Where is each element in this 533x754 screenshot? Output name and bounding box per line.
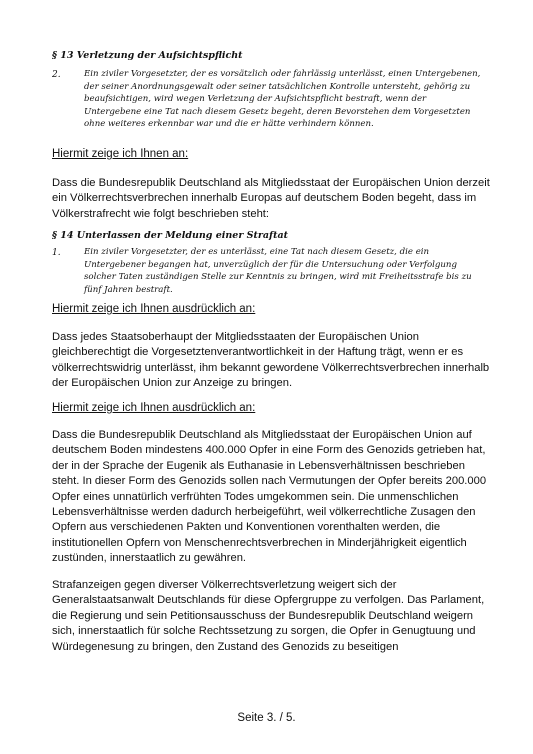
notice-3-text: Dass die Bundesrepublik Deutschland als Mitgliedsstaat der Europäischen Union auf deutschem Boden mindestens 400.000 Opfer in eine Form des Genozids getrieben hat, der in der Sprache der Eugenik als Euthanasie in Lebensverhältnissen beschrieben steht. In dieser Form des Genozids sollen nach Vermutungen der Opfer bereits 200.000 Opfer eines unnatürlich verfrühten Todes umgekommen sein. Die unmenschlichen Lebensverhältnisse werden dadurch herbeigeführt, weil völkerrechtliche Zusagen den Opfern aus verschiedenen Pakten und Konventionen vorenthalten werden, die institutionellen Opfern von Menschenrechtsverbrechen in Minderjährigkeit eigentlich zustünden, innerstaatlich zu gewähren. bbox=[52, 429, 487, 565]
section-14-number: 1. bbox=[52, 248, 61, 258]
section-14-heading: § 14 Unterlassen der Meldung einer Straftat bbox=[52, 230, 289, 241]
notice-3-text-2: Strafanzeigen gegen diverser Völkerrechtsverletzung weigert sich der Generalstaatsanwalt Deutschlands für diese Opfergruppe zu verfolgen. Das Parlament, die Regierung und sein Petitionsausschuss der Bundesrepublik Deutschland weigern sich, innerstaatlich für solche Rechtssetzung zu sorgen, die Opfer in Genugtuung und Würdegenesung zu bringen, den Zustand des Genozids zu beseitigen bbox=[52, 579, 485, 653]
section-14-text: Ein ziviler Vorgesetzter, der es unterlässt, eine Tat nach diesem Gesetz, die ein Untergebener begangen hat, unverzüglich der für die Untersuchung oder Verfolgung solcher Taten zuständigen Stelle zur Kenntnis zu bringen, wird mit Freiheitsstrafe bis zu fünf Jahren bestraft. bbox=[84, 247, 472, 295]
page-number: Seite 3. / 5. bbox=[237, 712, 296, 724]
notice-3-heading: Hiermit zeige ich Ihnen ausdrücklich an: bbox=[52, 402, 256, 414]
section-13-text: Ein ziviler Vorgesetzter, der es vorsätzlich oder fahrlässig unterlässt, einen Untergebenen, der seiner Anordnungsgewalt oder seiner tatsächlichen Kontrolle untersteht, gehörig zu beaufsichtigen, wird wegen Verletzung der Aufsichtspflicht bestraft, wenn der Untergebene eine Tat nach diesem Gesetz begeht, deren Bevorstehen dem Vorgesetzten ohne weiteres erkennbar war und die er hätte verhindern können. bbox=[84, 69, 481, 130]
section-13-number: 2. bbox=[52, 70, 61, 80]
notice-2-text: Dass jedes Staatsoberhaupt der Mitgliedsstaaten der Europäischen Union gleichberechtigt die Vorgesetztenverantwortlichkeit in der Haftung trägt, wenn er es völkerrechtswidrig unterlässt, ihm bekannt gewordene Völkerrechtsverbrechen innerhalb der Europäischen Union zur Anzeige zu bringen. bbox=[52, 331, 490, 390]
notice-2-heading: Hiermit zeige ich Ihnen ausdrücklich an: bbox=[52, 303, 256, 315]
notice-1-text: Dass die Bundesrepublik Deutschland als Mitgliedsstaat der Europäischen Union derzeit ein Völkerrechtsverbrechen innerhalb Europas auf deutschem Boden begeht, dass im Völkerstrafrecht wie folgt beschrieben steht: bbox=[52, 177, 490, 220]
section-13-heading: § 13 Verletzung der Aufsichtspflicht bbox=[52, 50, 243, 61]
notice-1-heading: Hiermit zeige ich Ihnen an: bbox=[52, 148, 189, 160]
